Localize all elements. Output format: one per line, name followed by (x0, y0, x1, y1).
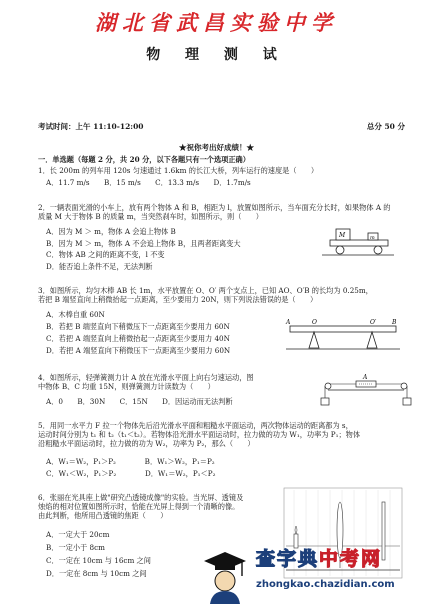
subject-title: 物 理 测 试 (146, 47, 287, 63)
watermark (200, 548, 426, 604)
question-5-options (46, 457, 215, 478)
total-score: 总分 50 分 (366, 122, 405, 131)
watermark-brand-1: 查字典 (256, 548, 320, 570)
question-line: 由此判断，他所用凸透镜的焦距（ ） (38, 511, 168, 520)
watermark-url: zhongkao.chazidian.com (256, 579, 395, 590)
wish-line: ★祝你考出好成绩！★ (179, 143, 254, 152)
spring-scale-figure (318, 370, 414, 410)
option: C．一定在 10cm 与 16cm 之间 (46, 556, 151, 565)
question-2 (38, 203, 398, 221)
question-line: 中物体 B、C 均重 15N，则弹簧测力计读数为（ ） (38, 382, 215, 391)
question-line: 1．长 200m 的列车用 120s 匀速通过 1.6km 的长江大桥，列车运行的速度是（ ） (38, 166, 319, 175)
option: D．能否追上条件不足，无法判断 (46, 261, 153, 271)
question-3 (38, 286, 398, 304)
question-line: 运动时间分别为 t₁ 和 t₂（t₁＜t₂）。若物体沿光滑水平面运动时，拉力做的功为 W₁，功率为 P₁；物体 (38, 430, 361, 439)
question-line: 若把 B 端竖直向上稍微抬起一点距离，至少要用力 20N，则下列说法错误的是（ ） (38, 295, 318, 304)
option: A．一定大于 20cm (46, 530, 110, 539)
scale-A-label: A (363, 374, 368, 381)
option: C．若把 A 端竖直向上稍微抬起一点距离至少要用力 40N (46, 334, 230, 343)
question-line: 3．如图所示，均匀木棒 AB 长 1m，水平放置在 O、O′ 两个支点上，已知 AO、O′B 的长均为 0.25m， (38, 286, 373, 295)
question-6 (38, 493, 288, 520)
option: C．物体 AB 之间的距离不变，l 不变 (46, 250, 165, 259)
mass-M-label: M (339, 232, 346, 239)
option: A．因为 M ＞ m，物体 A 会追上物体 B (46, 227, 176, 236)
exam-time: 考试时间：上午 11:10-12:00 (38, 122, 144, 131)
question-line: 沿粗糙水平面运动时，拉力做的功为 W₂，功率为 P₂，那么（ ） (38, 439, 255, 448)
question-1 (38, 166, 398, 175)
option: B．一定小于 8cm (46, 543, 105, 552)
point-B-label: B (392, 319, 397, 326)
graduate-cap-icon (202, 548, 248, 604)
point-O2-label: O′ (370, 319, 377, 326)
question-1-options (46, 178, 251, 187)
cart-figure (318, 222, 396, 260)
question-line: 5．用同一水平力 F 拉一个物体先后沿光滑水平面和粗糙水平面运动，两次物体运动的距离都为 s， (38, 421, 353, 430)
question-line: 6．张丽在光具座上做"研究凸透镜成像"的实验。当光屏、透镜及 (38, 493, 244, 502)
option: A．木棒自重 60N (46, 310, 105, 319)
option: A．0 B．30N C．15N D．因运动而无法判断 (46, 397, 233, 406)
option: A．W₁＝W₂，P₁＞P₂ B．W₁＞W₂，P₁＝P₂ (46, 457, 215, 466)
question-line: 2．一辆表面光滑的小车上，放有两个物体 A 和 B，相距为 l，放置如图所示，当车面充分长时，如果物体 A 的 (38, 203, 391, 212)
question-line: 烛焰的相对位置如图所示时，恰能在光屏上得到一个清晰的像。 (38, 502, 240, 511)
option: D．一定在 8cm 与 10cm 之间 (46, 569, 147, 578)
option: C．W₁＜W₂，P₁＞P₂ D．W₁＝W₂，P₁＜P₂ (46, 469, 216, 478)
watermark-brand-2: 中考网 (319, 548, 383, 570)
question-4-options (46, 397, 233, 406)
question-3-options (46, 310, 230, 355)
option: A．11.7 m/s B．15 m/s C．13.3 m/s D．1.7m/s (46, 178, 251, 187)
question-6-options (46, 530, 151, 578)
option: B．若把 B 端竖直向下稍微压下一点距离至少要用力 60N (46, 322, 230, 331)
mass-m-label: m (370, 235, 375, 241)
school-name: 湖北省武昌实验中学 (95, 10, 338, 35)
watermark-brand (256, 548, 382, 572)
question-2-options (46, 227, 241, 271)
point-O-label: O (312, 319, 317, 326)
option: B．因为 M ＞ m，物体 A 不会追上物体 B，且两者距离变大 (46, 238, 241, 248)
option: D．若把 A 端竖直向下稍微压下一点距离至少要用力 60N (46, 346, 231, 355)
question-line: 4．如图所示，轻弹簧测力计 A 放在光滑水平面上向右匀速运动，图 (38, 373, 254, 382)
question-line: 质量 M 大于物体 B 的质量 m，当突然刹车时，如图所示，则（ ） (38, 212, 263, 221)
point-A-label: A (286, 319, 291, 326)
beam-figure (284, 314, 402, 358)
question-5 (38, 421, 398, 448)
section-title: 一．单选题（每题 2 分，共 20 分，以下各题只有一个选项正确） (38, 155, 250, 164)
